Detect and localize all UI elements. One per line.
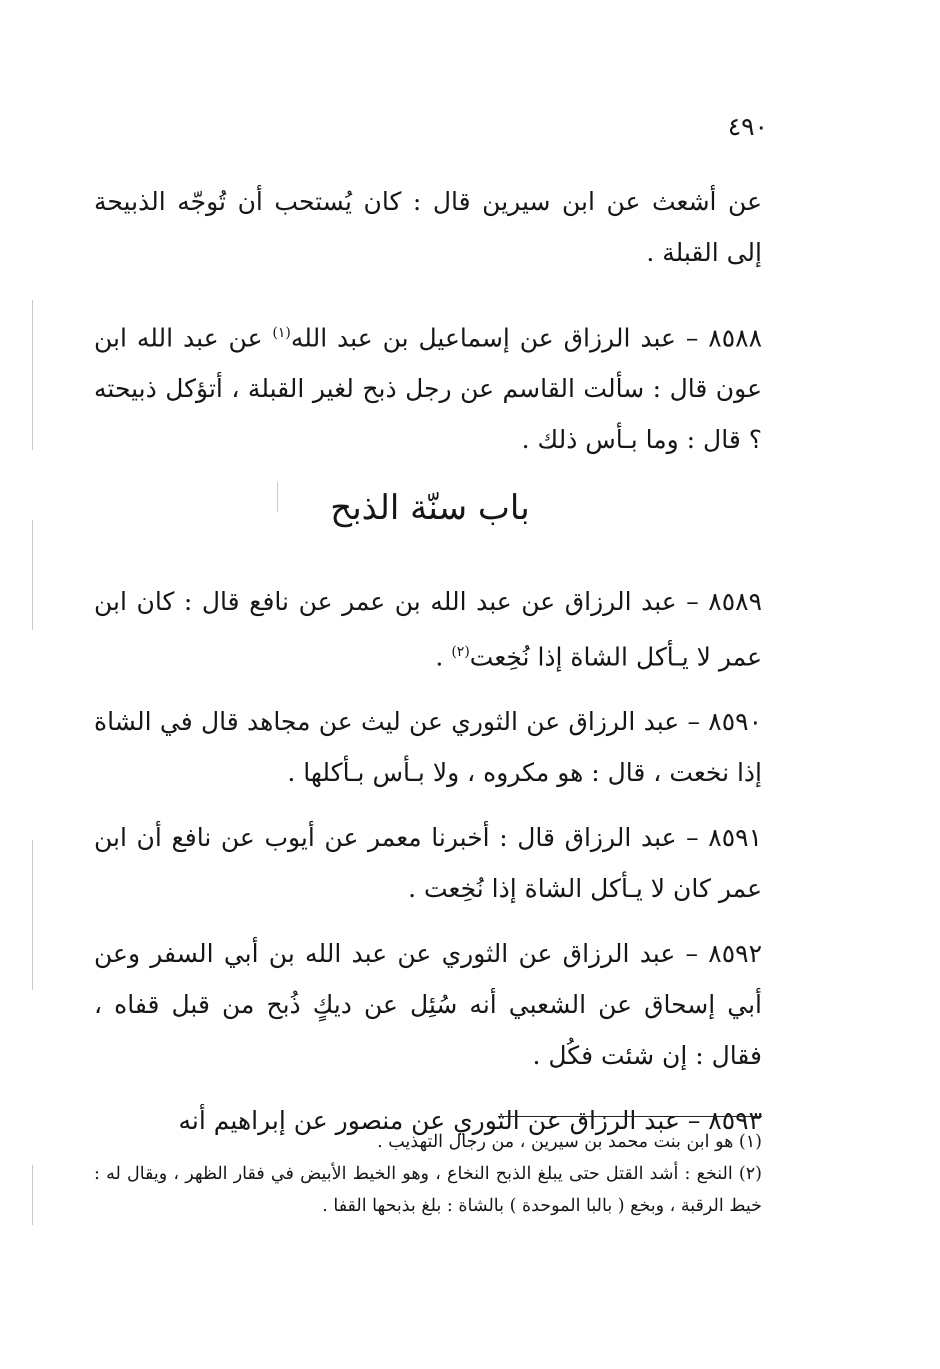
footnote-ref: (١)	[272, 325, 291, 341]
paragraph: عن أشعث عن ابن سيرين قال : كان يُستحب أن تُوجّه الذبيحة إلى القبلة .	[94, 187, 762, 267]
footnote-divider	[498, 1116, 762, 1117]
scan-margin-line	[32, 1165, 33, 1225]
scan-margin-line	[32, 840, 33, 990]
paragraph-text: ٨٥٨٨ – عبد الرزاق عن إسماعيل بن عبد الله	[290, 323, 762, 353]
paragraph-8590: ٨٥٩٠ – عبد الرزاق عن الثوري عن ليث عن مجاهد قال في الشاة إذا نخعت ، قال : هو مكروه ، ولا بـأس بـأكلها .	[94, 707, 762, 788]
entries	[94, 576, 762, 1146]
paragraph-8593: ٨٥٩٣ – عبد الرزاق عن الثوري عن منصور عن إبراهيم أنه	[178, 1106, 762, 1136]
scan-margin-line	[32, 520, 33, 630]
paragraph-text: .	[435, 642, 452, 672]
paragraph-8592: ٨٥٩٢ – عبد الرزاق عن الثوري عن عبد الله بن أبي السفر وعن أبي إسحاق عن الشعبي أنه سُئِل عن ديكٍ ذُبح من قبل قفاه ، فقال : إن شئت فكُل .	[94, 939, 762, 1071]
paragraph-8591: ٨٥٩١ – عبد الرزاق قال : أخبرنا معمر عن أيوب عن نافع أن ابن عمر كان لا يـأكل الشاة إذا نُخِعت .	[94, 823, 762, 904]
top-text	[94, 176, 762, 465]
scan-margin-line	[32, 300, 33, 450]
footnote-1: (١) هو ابن بنت محمد بن سيرين ، من رجال التهذيب .	[377, 1132, 762, 1152]
footnote-ref: (٢)	[451, 644, 470, 660]
paragraph-text: عن عبد الله ابن عون قال : سألت القاسم عن رجل ذبح لغير القبلة ، أتؤكل ذبيحته ؟ قال : وما بـأس ذلك .	[94, 323, 762, 455]
paragraph-text: ٨٥٨٩ – عبد الرزاق عن عبد الله بن عمر عن نافع قال : كان ابن عمر لا يـأكل الشاة إذا نُخِعت	[94, 587, 762, 672]
footnote-2: (٢) النخع : أشد القتل حتى يبلغ الذبح النخاع ، وهو الخيط الأبيض في فقار الظهر ، ويقال له : خيط الرقبة ، وبخع ( بالبا الموحدة ) بالشاة : بلغ بذبحها القفا .	[94, 1164, 762, 1216]
page-number: ٤٩٠	[727, 112, 768, 141]
paragraph-8588	[94, 308, 762, 465]
section-heading: باب سنّة الذبح	[330, 488, 530, 528]
footnotes	[94, 1126, 762, 1222]
paragraph-8589	[94, 576, 762, 682]
